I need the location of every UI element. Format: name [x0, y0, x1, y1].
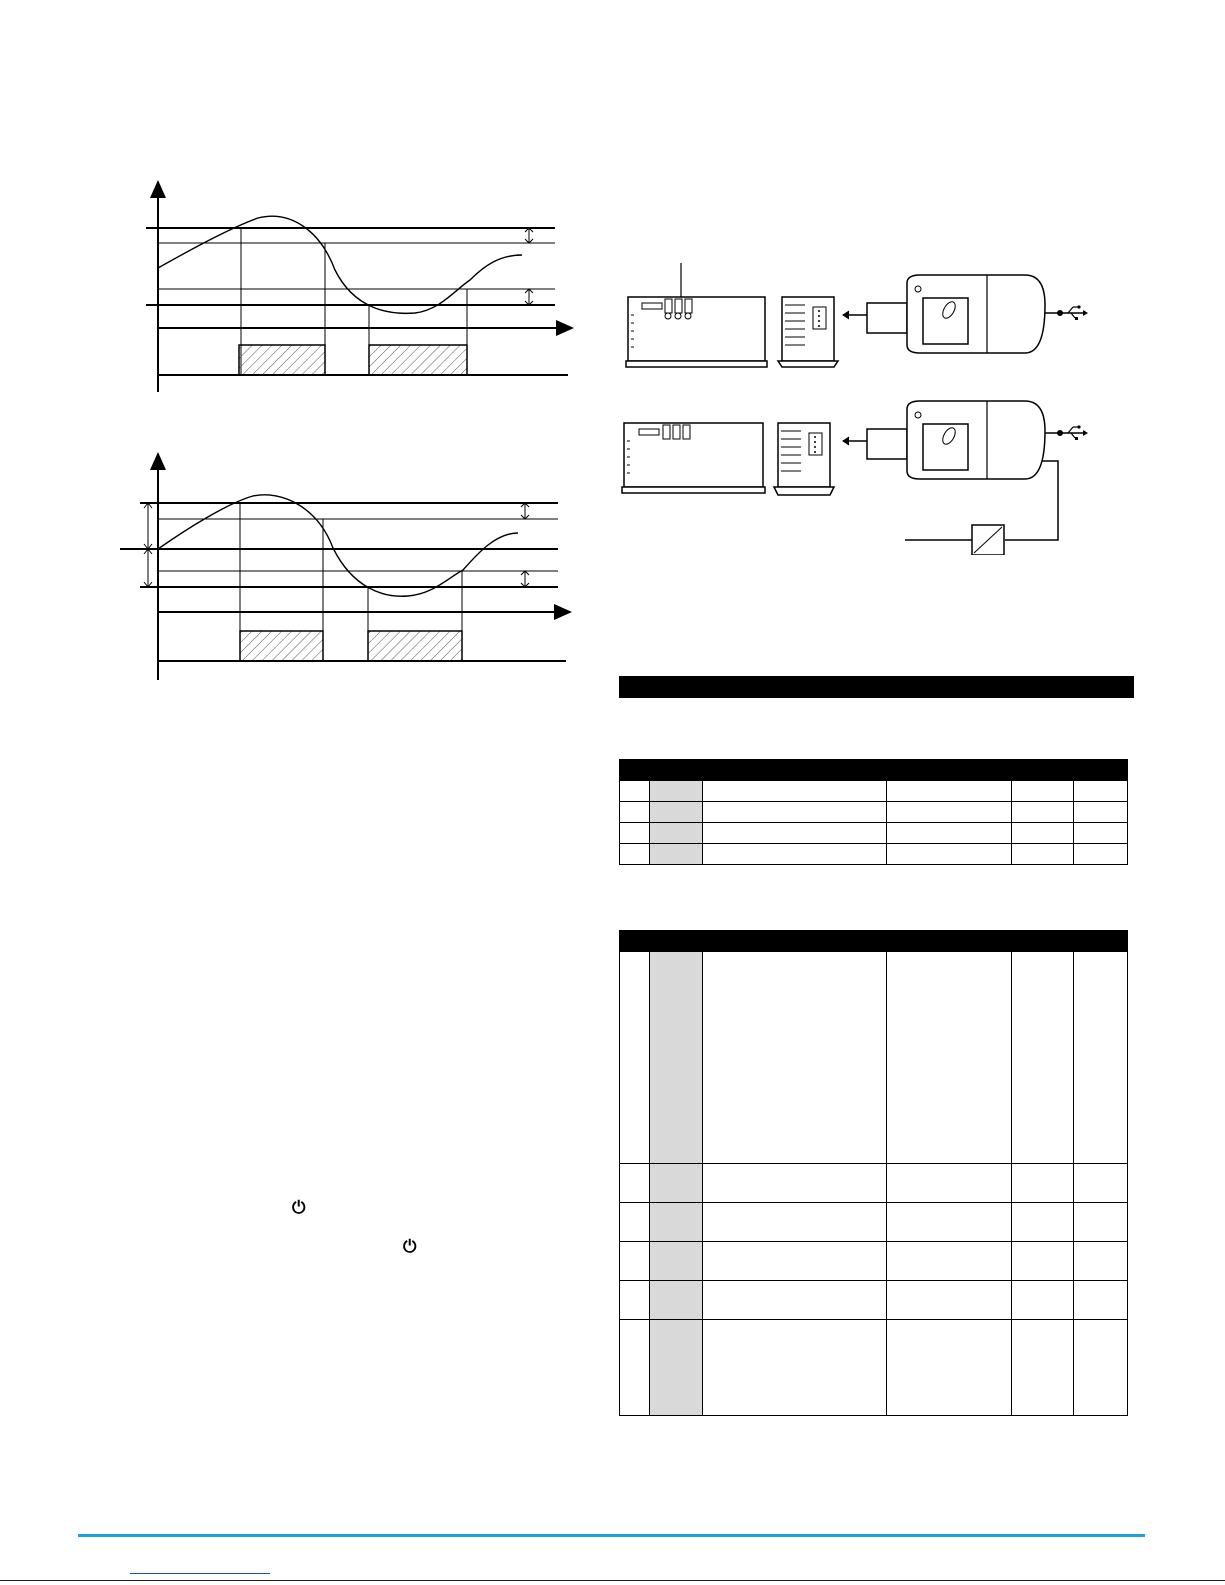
table-cell — [620, 823, 650, 844]
table-cell — [1074, 823, 1128, 844]
table-cell — [650, 781, 703, 802]
table-cell — [620, 1281, 650, 1320]
programming-key-1 — [907, 275, 1058, 353]
table-cell — [1012, 952, 1074, 1164]
controller-side-1 — [778, 297, 838, 367]
table-cell — [703, 1203, 887, 1242]
table-cell — [620, 781, 650, 802]
table-row — [620, 1242, 1128, 1281]
table-cell — [1012, 1281, 1074, 1320]
section-header-bar — [619, 676, 1134, 698]
table-cell — [703, 952, 887, 1164]
output-band — [240, 631, 323, 661]
table-cell — [650, 1203, 703, 1242]
table-cell — [703, 1242, 887, 1281]
table-cell — [650, 1242, 703, 1281]
table-cell — [1074, 1164, 1128, 1203]
table-header — [620, 931, 1128, 952]
table-cell — [1012, 781, 1074, 802]
table-cell — [887, 802, 1012, 823]
table-cell — [1074, 1203, 1128, 1242]
table-cell — [1074, 802, 1128, 823]
output-band — [239, 345, 325, 375]
table-row — [620, 844, 1128, 865]
controller-front-2 — [622, 423, 765, 493]
table-cell — [1012, 1242, 1074, 1281]
table-row — [620, 1203, 1128, 1242]
table-cell — [620, 1203, 650, 1242]
table-cell — [887, 952, 1012, 1164]
table-cell — [1074, 1242, 1128, 1281]
table-cell — [650, 952, 703, 1164]
table-cell — [703, 1164, 887, 1203]
programming-key-2 — [907, 401, 1058, 479]
process-curve — [158, 495, 518, 596]
table-row — [620, 781, 1128, 802]
table-cell — [1074, 1320, 1128, 1416]
controller-side-2 — [774, 423, 834, 495]
controller-front-1 — [626, 263, 767, 367]
table-cell — [650, 802, 703, 823]
table-cell — [703, 1320, 887, 1416]
control-graph-2 — [118, 448, 580, 686]
table-cell — [703, 844, 887, 865]
table-cell — [1012, 844, 1074, 865]
table-header-row — [620, 931, 1128, 952]
page-bottom-edge — [0, 1580, 1225, 1581]
table-cell — [1074, 844, 1128, 865]
table-row — [620, 1164, 1128, 1203]
table-cell — [650, 844, 703, 865]
table-cell — [1074, 952, 1128, 1164]
table-cell — [703, 823, 887, 844]
table-header-row — [620, 760, 1128, 781]
output-band — [368, 631, 462, 661]
table-cell — [703, 1281, 887, 1320]
footer-link-underline[interactable] — [130, 1573, 270, 1574]
table-cell — [887, 823, 1012, 844]
table-cell — [620, 1320, 650, 1416]
parameter-table-2 — [619, 930, 1128, 1416]
control-graph-1 — [140, 170, 580, 395]
table-cell — [703, 781, 887, 802]
table-cell — [620, 802, 650, 823]
table-cell — [620, 1164, 650, 1203]
table-cell — [1012, 1203, 1074, 1242]
usb-icon — [1057, 425, 1088, 440]
table-row — [620, 1320, 1128, 1416]
table-cell — [887, 1320, 1012, 1416]
table-cell — [650, 823, 703, 844]
table-cell — [887, 844, 1012, 865]
table-cell — [1012, 1164, 1074, 1203]
table-cell — [887, 1203, 1012, 1242]
table-cell — [703, 802, 887, 823]
table-row — [620, 802, 1128, 823]
power-icon: ⏻ — [403, 1237, 417, 1256]
table-row — [620, 823, 1128, 844]
table-cell — [1074, 1281, 1128, 1320]
output-band — [369, 345, 467, 375]
table-cell — [887, 1164, 1012, 1203]
table-cell — [1074, 781, 1128, 802]
table-cell — [620, 1242, 650, 1281]
footer-rule — [78, 1534, 1145, 1537]
table-cell — [620, 844, 650, 865]
table-row — [620, 1281, 1128, 1320]
connection-diagram — [615, 255, 1110, 555]
usb-icon — [1057, 305, 1088, 320]
table-cell — [650, 1281, 703, 1320]
table-header — [620, 760, 1128, 781]
table-cell — [620, 952, 650, 1164]
table-cell — [887, 781, 1012, 802]
table-cell — [1012, 823, 1074, 844]
table-cell — [650, 1320, 703, 1416]
table-cell — [1012, 1320, 1074, 1416]
table-cell — [887, 1281, 1012, 1320]
parameter-table-1 — [619, 759, 1128, 865]
table-cell — [1012, 802, 1074, 823]
table-cell — [887, 1242, 1012, 1281]
table-row — [620, 952, 1128, 1164]
table-cell — [650, 1164, 703, 1203]
power-icon: ⏻ — [292, 1198, 306, 1217]
